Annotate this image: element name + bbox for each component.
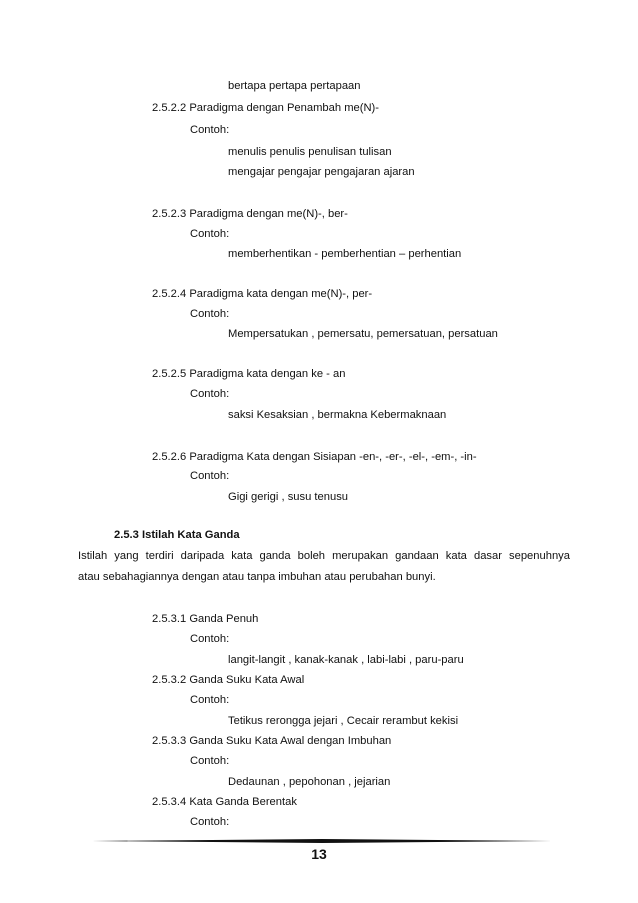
- example-line: bertapa pertapa pertapaan: [228, 80, 361, 92]
- footer-divider: [92, 839, 552, 843]
- example-line: langit-langit , kanak-kanak , labi-labi , paru-paru: [228, 654, 464, 666]
- contoh-label: Contoh:: [190, 228, 230, 240]
- subsection-heading: 2.5.2.5 Paradigma kata dengan ke - an: [152, 368, 346, 380]
- page-number: 13: [311, 846, 327, 862]
- example-line: Dedaunan , pepohonan , jejarian: [228, 776, 391, 788]
- body-paragraph-line: Istilah yang terdiri daripada kata ganda boleh merupakan gandaan kata dasar sepenuhnya: [78, 550, 570, 562]
- subsection-heading: 2.5.2.6 Paradigma Kata dengan Sisiapan -en-, -er-, -el-, -em-, -in-: [152, 451, 477, 463]
- subsection-heading: 2.5.3.4 Kata Ganda Berentak: [152, 796, 297, 808]
- example-line: mengajar pengajar pengajaran ajaran: [228, 166, 415, 178]
- body-paragraph-line: atau sebahagiannya dengan atau tanpa imbuhan atau perubahan bunyi.: [78, 571, 436, 583]
- subsection-heading: 2.5.2.4 Paradigma kata dengan me(N)-, per-: [152, 288, 373, 300]
- contoh-label: Contoh:: [190, 816, 230, 828]
- contoh-label: Contoh:: [190, 388, 230, 400]
- section-heading: 2.5.3 Istilah Kata Ganda: [114, 529, 240, 541]
- example-line: Gigi gerigi , susu tenusu: [228, 491, 349, 503]
- contoh-label: Contoh:: [190, 633, 230, 645]
- subsection-heading: 2.5.2.2 Paradigma dengan Penambah me(N)-: [152, 102, 379, 114]
- example-line: memberhentikan - pemberhentian – perhentian: [228, 248, 462, 260]
- contoh-label: Contoh:: [190, 694, 230, 706]
- subsection-heading: 2.5.3.3 Ganda Suku Kata Awal dengan Imbuhan: [152, 735, 392, 747]
- contoh-label: Contoh:: [190, 470, 230, 482]
- contoh-label: Contoh:: [190, 308, 230, 320]
- contoh-label: Contoh:: [190, 755, 230, 767]
- subsection-heading: 2.5.2.3 Paradigma dengan me(N)-, ber-: [152, 208, 348, 220]
- example-line: Tetikus rerongga jejari , Cecair rerambut kekisi: [228, 715, 459, 727]
- subsection-heading: 2.5.3.2 Ganda Suku Kata Awal: [152, 674, 305, 686]
- subsection-heading: 2.5.3.1 Ganda Penuh: [152, 613, 259, 625]
- contoh-label: Contoh:: [190, 124, 230, 136]
- example-line: Mempersatukan , pemersatu, pemersatuan, persatuan: [228, 328, 498, 340]
- example-line: menulis penulis penulisan tulisan: [228, 146, 392, 158]
- example-line: saksi Kesaksian , bermakna Kebermaknaan: [228, 409, 447, 421]
